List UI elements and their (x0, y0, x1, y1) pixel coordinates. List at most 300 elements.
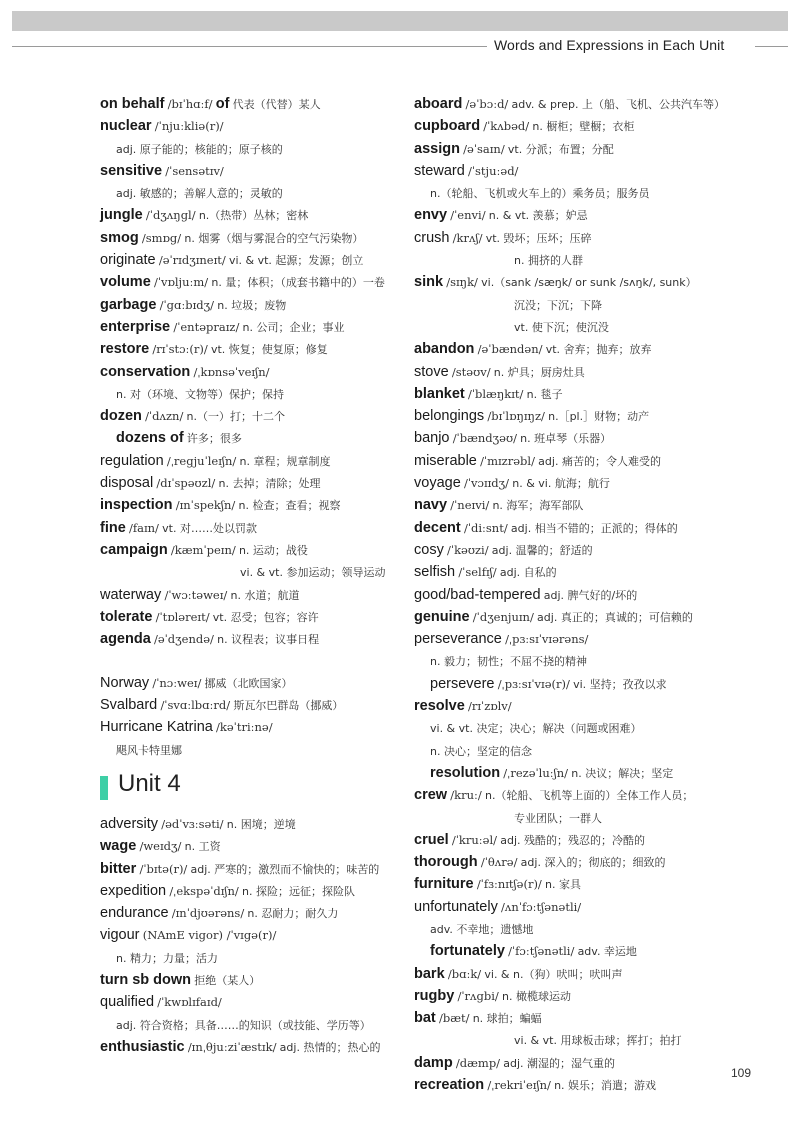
pronunciation: /ˈsensətɪv/ (165, 163, 224, 178)
headword: fine (100, 519, 126, 536)
headword: restore (100, 341, 150, 358)
sense-text: n. 对（环境、文物等）保护；保持 (116, 387, 284, 401)
pronunciation: /stəʊv/ (451, 364, 491, 379)
definition: adj. 温馨的；舒适的 (491, 543, 593, 557)
entry-sense-line (414, 317, 754, 339)
headword: decent (414, 519, 461, 536)
headword: sensitive (100, 162, 163, 179)
pronunciation: /ɪnˈdjʊərəns/ (171, 906, 245, 921)
vocab-entry (414, 562, 754, 584)
headword: Hurricane Katrina (100, 719, 213, 736)
entry-sense-line (414, 295, 754, 317)
vocab-entry (414, 696, 754, 718)
vocab-entry (100, 518, 405, 540)
pronunciation: /ˈmɪzrəbl/ (480, 453, 535, 468)
vocab-entry (414, 228, 754, 250)
headword: rugby (414, 987, 455, 1004)
pronunciation: /bɪˈhɑːf/ (167, 97, 213, 111)
definition: adj. 深入的；彻底的；细致的 (520, 856, 666, 870)
entry-sense-line (414, 718, 754, 740)
definition: vi. & n.（狗）吠叫；吠叫声 (484, 967, 623, 981)
entry-sense-line (414, 808, 754, 830)
header-rule-left (12, 46, 487, 47)
definition: n. & vt. 羡慕；妒忌 (488, 209, 588, 223)
vocab-entry (100, 228, 405, 250)
pronunciation: /ˈkwɒlɪfaɪd/ (157, 995, 222, 1010)
headword: tolerate (100, 608, 153, 625)
vocab-entry (100, 116, 405, 138)
headword: dozens of (116, 430, 184, 447)
definition: adj. 痛苦的；令人难受的 (538, 454, 661, 468)
pronunciation: (NAmE vigor) /ˈvɪgə(r)/ (142, 928, 277, 943)
vocab-entry (414, 518, 754, 540)
headword: cruel (414, 831, 449, 848)
definition: n. 水道；航道 (230, 588, 300, 602)
headword: unfortunately (414, 898, 498, 915)
pronunciation: /ˈkruːəl/ (451, 832, 498, 847)
sense-text: vi. & vt. 决定；决心；解决（问题或困难） (430, 722, 642, 736)
pronunciation: /smɒg/ (141, 230, 182, 245)
entry-sense-line (414, 651, 754, 673)
pronunciation: /ˈfɜːnɪtʃə(r)/ (476, 877, 542, 892)
vocab-entry (100, 205, 405, 227)
unit-accent-bar (100, 776, 108, 800)
pronunciation: /ədˈvɜːsəti/ (161, 816, 224, 831)
pronunciation: /ˈneɪvi/ (450, 498, 490, 513)
headword: qualified (100, 994, 155, 1011)
vocab-entry (100, 695, 405, 717)
vocab-entry (414, 1075, 754, 1097)
pronunciation: /ˈentəpraɪz/ (173, 319, 240, 334)
pronunciation: /ˈrʌgbi/ (457, 988, 499, 1003)
pronunciation: /sɪŋk/ (446, 275, 478, 290)
headword: conservation (100, 363, 191, 380)
pronunciation: /faɪn/ (128, 520, 159, 535)
pronunciation: /əˈrɪdʒɪneɪt/ (158, 253, 226, 268)
definition: n. 烟雾（烟与雾混合的空气污染物） (184, 231, 364, 245)
vocab-entry (414, 986, 754, 1008)
definition: n. 毯子 (526, 387, 563, 401)
headword: stove (414, 363, 449, 380)
headword: cosy (414, 541, 444, 558)
pronunciation: /ˈselfɪʃ/ (458, 565, 497, 580)
vocab-entry (414, 272, 754, 294)
definition: n. 垃圾；废物 (217, 298, 287, 312)
vocab-entry (414, 362, 754, 384)
vocab-entry (414, 874, 754, 896)
headword: sink (414, 274, 444, 291)
headword: miserable (414, 452, 477, 469)
definition: n. 运动；战役 (238, 543, 308, 557)
pronunciation: /dæmp/ (455, 1055, 501, 1070)
vocab-entry (100, 495, 405, 517)
headword: endurance (100, 905, 169, 922)
vocab-entry (414, 785, 754, 807)
headword: assign (414, 140, 460, 157)
pronunciation: /ˈenvi/ (450, 208, 486, 223)
definition: 许多；很多 (186, 432, 242, 446)
sense-text: adj. 符合资格；具备……的知识（或技能、学历等） (116, 1018, 371, 1032)
headword: recreation (414, 1077, 485, 1094)
entry-sense-line (414, 1030, 754, 1052)
pronunciation: /ˈnjuːkliə(r)/ (154, 119, 224, 134)
pronunciation: /ˌregjuˈleɪʃn/ (166, 453, 237, 468)
pronunciation: /ˈtɒləreɪt/ (155, 609, 210, 624)
headword: navy (414, 497, 448, 514)
vocab-entry (100, 859, 405, 881)
headword: bitter (100, 860, 137, 877)
pronunciation: /əˈsaɪn/ (463, 141, 505, 156)
headword: genuine (414, 608, 470, 625)
definition: vt. 恢复；使复原；修复 (210, 343, 328, 357)
pronunciation: /kəˈtriːnə/ (216, 720, 273, 735)
sense-text: n.（轮船、飞机或火车上的）乘务员；服务员 (430, 187, 650, 201)
definition: n. 班卓琴（乐器） (520, 432, 612, 446)
vocab-entry (414, 428, 754, 450)
pronunciation: /ˌkɒnsəˈveɪʃn/ (193, 364, 270, 379)
definition: adj. 潮湿的；湿气重的 (503, 1056, 616, 1070)
definition: n.（轮船、飞机等上面的）全体工作人员； (484, 789, 694, 803)
pronunciation: /ˈdʒʌŋgl/ (145, 208, 196, 223)
pronunciation: /dɪˈspəʊzl/ (156, 476, 216, 491)
definition: n. 探险；远征；探险队 (242, 884, 355, 898)
vocab-entry (100, 428, 405, 450)
definition: n. 困境；逆境 (226, 817, 296, 831)
vocab-entry (414, 763, 754, 785)
definition: vi.（sank /sæŋk/ or sunk /sʌŋk/, sunk） (481, 276, 697, 290)
definition: 斯瓦尔巴群岛（挪威） (233, 699, 344, 713)
headword: jungle (100, 207, 143, 224)
pronunciation: /ˌekspəˈdɪʃn/ (169, 883, 239, 898)
definition: 挪威（北欧国家） (204, 676, 293, 690)
headword: selfish (414, 564, 456, 581)
pronunciation: /krʌʃ/ (452, 230, 483, 245)
headword: resolve (414, 698, 465, 715)
pronunciation: /rɪˈstɔː(r)/ (152, 342, 208, 357)
headword: bat (414, 1010, 436, 1027)
vocab-entry (414, 629, 754, 651)
definition: n. 炉具；厨房灶具 (493, 365, 585, 379)
vocab-entry (100, 992, 405, 1014)
headword: good/bad-tempered (414, 586, 541, 603)
definition: n. 章程；规章制度 (239, 454, 331, 468)
pronunciation: /kruː/ (450, 788, 482, 803)
definition: adv. & prep. 上（船、飞机、公共汽车等） (511, 98, 725, 111)
header-rule-right (755, 46, 788, 47)
pronunciation: /əˈbɔːd/ (465, 97, 509, 111)
vocab-entry (100, 272, 405, 294)
definition: adj. 热情的；热心的 (279, 1040, 381, 1054)
vocab-entry (414, 116, 754, 138)
headword: aboard (414, 96, 463, 112)
headword: damp (414, 1054, 453, 1071)
pronunciation: /bæt/ (438, 1011, 470, 1026)
entry-sense-line (414, 919, 754, 941)
vocab-entry (414, 384, 754, 406)
definition: n. 忍耐力；耐久力 (247, 907, 339, 921)
proper-nouns-list (100, 673, 405, 762)
running-header-title: Words and Expressions in Each Unit (494, 37, 725, 53)
headword: expedition (100, 882, 167, 899)
sense-text: 专业团队；一群人 (514, 811, 602, 825)
headword: steward (414, 162, 465, 179)
sense-text: adj. 原子能的；核能的；原子核的 (116, 142, 283, 156)
sense-text: 飓风卡特里娜 (116, 743, 182, 757)
pronunciation: /ɪnˈspekʃn/ (175, 498, 236, 513)
pronunciation: /əˈdʒendə/ (153, 632, 214, 647)
headword: thorough (414, 854, 478, 871)
definition: n. 家具 (545, 878, 581, 892)
definition: vi. & vt. 起源；发源；创立 (228, 254, 364, 268)
sense-text: vi. & vt. 用球板击球；挥打；拍打 (514, 1034, 682, 1048)
pronunciation: /ˈsvɑːlbɑːrd/ (160, 698, 231, 713)
vocab-entry (414, 94, 754, 116)
sense-text: 沉没；下沉；下降 (514, 298, 602, 312)
pronunciation: /ˈθʌrə/ (480, 855, 518, 870)
pronunciation: /ˈbændʒəʊ/ (452, 431, 517, 446)
definition: vt. 毁坏；压坏；压碎 (485, 231, 592, 245)
headword: wage (100, 838, 137, 855)
vocab-entry (100, 451, 405, 473)
sense-text: adj. 敏感的；善解人意的；灵敏的 (116, 187, 283, 201)
headword: nuclear (100, 118, 152, 135)
pronunciation: /bɑːk/ (447, 966, 482, 981)
pronunciation: /ˌpɜːsɪˈvɪərəns/ (505, 632, 589, 647)
headword: voyage (414, 475, 461, 492)
headword: persevere (430, 675, 495, 692)
headword: banjo (414, 430, 450, 447)
pronunciation: /ˈkʌbəd/ (483, 119, 530, 134)
definition: n.［pl.］财物；动产 (548, 410, 650, 424)
definition: vt. 舍弃；抛弃；放弃 (545, 343, 652, 357)
headword: fortunately (430, 943, 505, 960)
vocab-entry (100, 362, 405, 384)
definition: vt. 分派；布置；分配 (507, 142, 614, 156)
pronunciation: /ˈblæŋkɪt/ (467, 386, 524, 401)
definition: vi. 坚持；孜孜以求 (573, 677, 667, 691)
vocab-list-unit4 (100, 814, 405, 1059)
definition: n. 去掉；清除；处理 (218, 477, 321, 491)
pronunciation: /ʌnˈfɔːtʃənətli/ (501, 899, 582, 914)
headword: resolution (430, 764, 501, 781)
vocab-entry (100, 161, 405, 183)
vocab-list-right (414, 94, 754, 1097)
vocab-entry (100, 339, 405, 361)
sense-text: n. 精力；力量；活力 (116, 951, 218, 965)
headword: Svalbard (100, 697, 158, 714)
page-number: 109 (731, 1066, 752, 1080)
pronunciation: /bɪˈlɒŋɪŋz/ (487, 409, 545, 424)
vocab-entry (414, 585, 754, 607)
definition: n.（热带）丛林；密林 (198, 209, 309, 223)
headword: turn sb down (100, 971, 192, 988)
vocab-entry (414, 161, 754, 183)
definition: n. 球拍；蝙蝠 (472, 1012, 542, 1026)
vocab-entry (414, 1008, 754, 1030)
headword: volume (100, 274, 151, 291)
headword: cupboard (414, 118, 481, 135)
definition: adj. 脾气好的/坏的 (543, 588, 638, 602)
sense-text: n. 决心；坚定的信念 (430, 744, 532, 758)
top-gray-bar (12, 11, 788, 31)
entry-sense-line (414, 250, 754, 272)
headword: blanket (414, 385, 465, 402)
vocab-entry (100, 1037, 405, 1059)
headword: originate (100, 252, 156, 269)
pronunciation: /ˈkəʊzi/ (447, 542, 489, 557)
sense-text: adv. 不幸地；遗憾地 (430, 922, 534, 936)
headword: perseverance (414, 631, 502, 648)
vocab-entry (414, 674, 754, 696)
vocab-entry (414, 897, 754, 919)
definition: n.（一）打；十二个 (186, 410, 285, 424)
headword: adversity (100, 815, 159, 832)
pronunciation: /ˈvɔɪɪdʒ/ (463, 476, 510, 491)
pronunciation: /ˈdʌzn/ (145, 409, 184, 424)
headword: crew (414, 787, 448, 804)
pronunciation: /rɪˈzɒlv/ (468, 699, 512, 714)
vocab-entry (100, 473, 405, 495)
vocab-entry (414, 852, 754, 874)
vocab-entry (100, 673, 405, 695)
vocab-entry (100, 406, 405, 428)
headword: garbage (100, 296, 157, 313)
entry-sense-line (100, 562, 405, 584)
definition: vt. 对……处以罚款 (162, 521, 257, 535)
definition: n. 工资 (184, 840, 221, 854)
vocab-entry (100, 317, 405, 339)
headword: waterway (100, 586, 162, 603)
definition: n. 量；体积；（成套书籍中的）一卷 (211, 276, 385, 290)
pronunciation: /ɪnˌθjuːziˈæstɪk/ (187, 1039, 277, 1054)
pronunciation: /ˈdiːsnt/ (463, 520, 508, 535)
right-column (414, 94, 754, 1097)
definition: adj. 严寒的；激烈而不愉快的；味苦的 (190, 862, 380, 876)
vocab-entry (100, 925, 405, 947)
headword: disposal (100, 475, 154, 492)
unit-title: Unit 4 (118, 769, 181, 797)
definition: n. 公司；企业；事业 (242, 320, 345, 334)
pronunciation: /ˈnɔːweɪ/ (152, 675, 202, 690)
vocab-entry (414, 205, 754, 227)
definition: n. 议程表；议事日程 (217, 633, 320, 647)
definition: 代表（代替）某人 (232, 98, 321, 111)
pronunciation: /ˈbɪtə(r)/ (139, 861, 188, 876)
headword: envy (414, 207, 448, 224)
headword: Norway (100, 674, 150, 691)
vocab-entry (100, 250, 405, 272)
sense-text: vt. 使下沉；使沉没 (514, 320, 609, 334)
definition: n. 海军；海军部队 (492, 499, 584, 513)
sense-text: n. 拥挤的人群 (514, 254, 583, 268)
headword: enthusiastic (100, 1038, 185, 1055)
definition: n. 检查；查看；视察 (238, 499, 341, 513)
pronunciation: /ˌpɜːsɪˈvɪə(r)/ (497, 676, 570, 691)
pronunciation: /ˈgɑːbɪdʒ/ (159, 297, 215, 312)
vocab-entry (414, 941, 754, 963)
headword: dozen (100, 408, 142, 425)
headword: furniture (414, 876, 474, 893)
pronunciation: /ˈwɔːtəweɪ/ (164, 587, 228, 602)
vocab-entry (414, 495, 754, 517)
vocab-entry (414, 1053, 754, 1075)
headword: campaign (100, 541, 168, 558)
definition: adj. 自私的 (499, 566, 557, 580)
unit-heading (100, 768, 405, 810)
entry-sense-line (100, 183, 405, 205)
pronunciation: /ˈdʒenjuɪn/ (472, 609, 534, 624)
headword: bark (414, 965, 445, 982)
vocab-entry (100, 903, 405, 925)
vocab-entry (100, 607, 405, 629)
headword: vigour (100, 927, 140, 944)
vocab-entry (100, 585, 405, 607)
entry-sense-line (100, 384, 405, 406)
headword: enterprise (100, 318, 171, 335)
vocab-entry (414, 451, 754, 473)
vocab-entry (414, 540, 754, 562)
pronunciation: /kæmˈpeɪn/ (170, 542, 236, 557)
vocab-entry (100, 295, 405, 317)
sense-text: vi. & vt. 参加运动；领导运动 (240, 566, 386, 580)
definition: n. 橄榄球运动 (502, 989, 571, 1003)
definition: n. 决议；解决；坚定 (571, 766, 674, 780)
spacer (100, 651, 405, 672)
definition: n. & vi. 航海；航行 (512, 477, 610, 491)
definition: adj. 真正的；真诚的；可信赖的 (537, 610, 693, 624)
headword: regulation (100, 452, 164, 469)
left-column (100, 94, 405, 1059)
headword: agenda (100, 631, 151, 648)
pronunciation: /weɪdʒ/ (139, 839, 182, 854)
entry-sense-line (100, 740, 405, 762)
entry-sense-line (414, 741, 754, 763)
definition: adj. 相当不错的；正派的；得体的 (510, 521, 678, 535)
entry-sense-line (414, 183, 754, 205)
vocab-entry (414, 406, 754, 428)
pronunciation: /ˌrezəˈluːʃn/ (503, 765, 569, 780)
headword-continuation: of (215, 96, 230, 112)
pronunciation: /ˈvɒljuːm/ (153, 275, 209, 290)
vocab-entry (100, 94, 405, 116)
pronunciation: /ˈstjuːəd/ (467, 163, 519, 178)
definition: n. 橱柜；壁橱；衣柜 (532, 120, 635, 134)
vocab-entry (414, 139, 754, 161)
entry-sense-line (100, 1015, 405, 1037)
definition: n. 娱乐；消遣；游戏 (554, 1079, 657, 1093)
vocab-entry (414, 830, 754, 852)
headword: abandon (414, 341, 475, 358)
pronunciation: /əˈbændən/ (477, 342, 543, 357)
vocab-entry (100, 629, 405, 651)
vocab-entry (414, 607, 754, 629)
definition: adv. 幸运地 (577, 945, 637, 959)
vocab-entry (100, 540, 405, 562)
vocab-entry (414, 964, 754, 986)
headword: crush (414, 229, 450, 246)
pronunciation: /ˌrekriˈeɪʃn/ (487, 1078, 551, 1093)
headword: inspection (100, 497, 173, 514)
headword: on behalf (100, 96, 165, 112)
vocab-entry (414, 473, 754, 495)
definition: adj. 残酷的；残忍的；冷酷的 (500, 833, 646, 847)
entry-sense-line (100, 139, 405, 161)
vocab-entry (100, 881, 405, 903)
vocab-entry (100, 717, 405, 739)
vocab-entry (414, 339, 754, 361)
vocab-list-unit3-end (100, 94, 405, 651)
definition: 拒绝（某人） (194, 973, 261, 987)
